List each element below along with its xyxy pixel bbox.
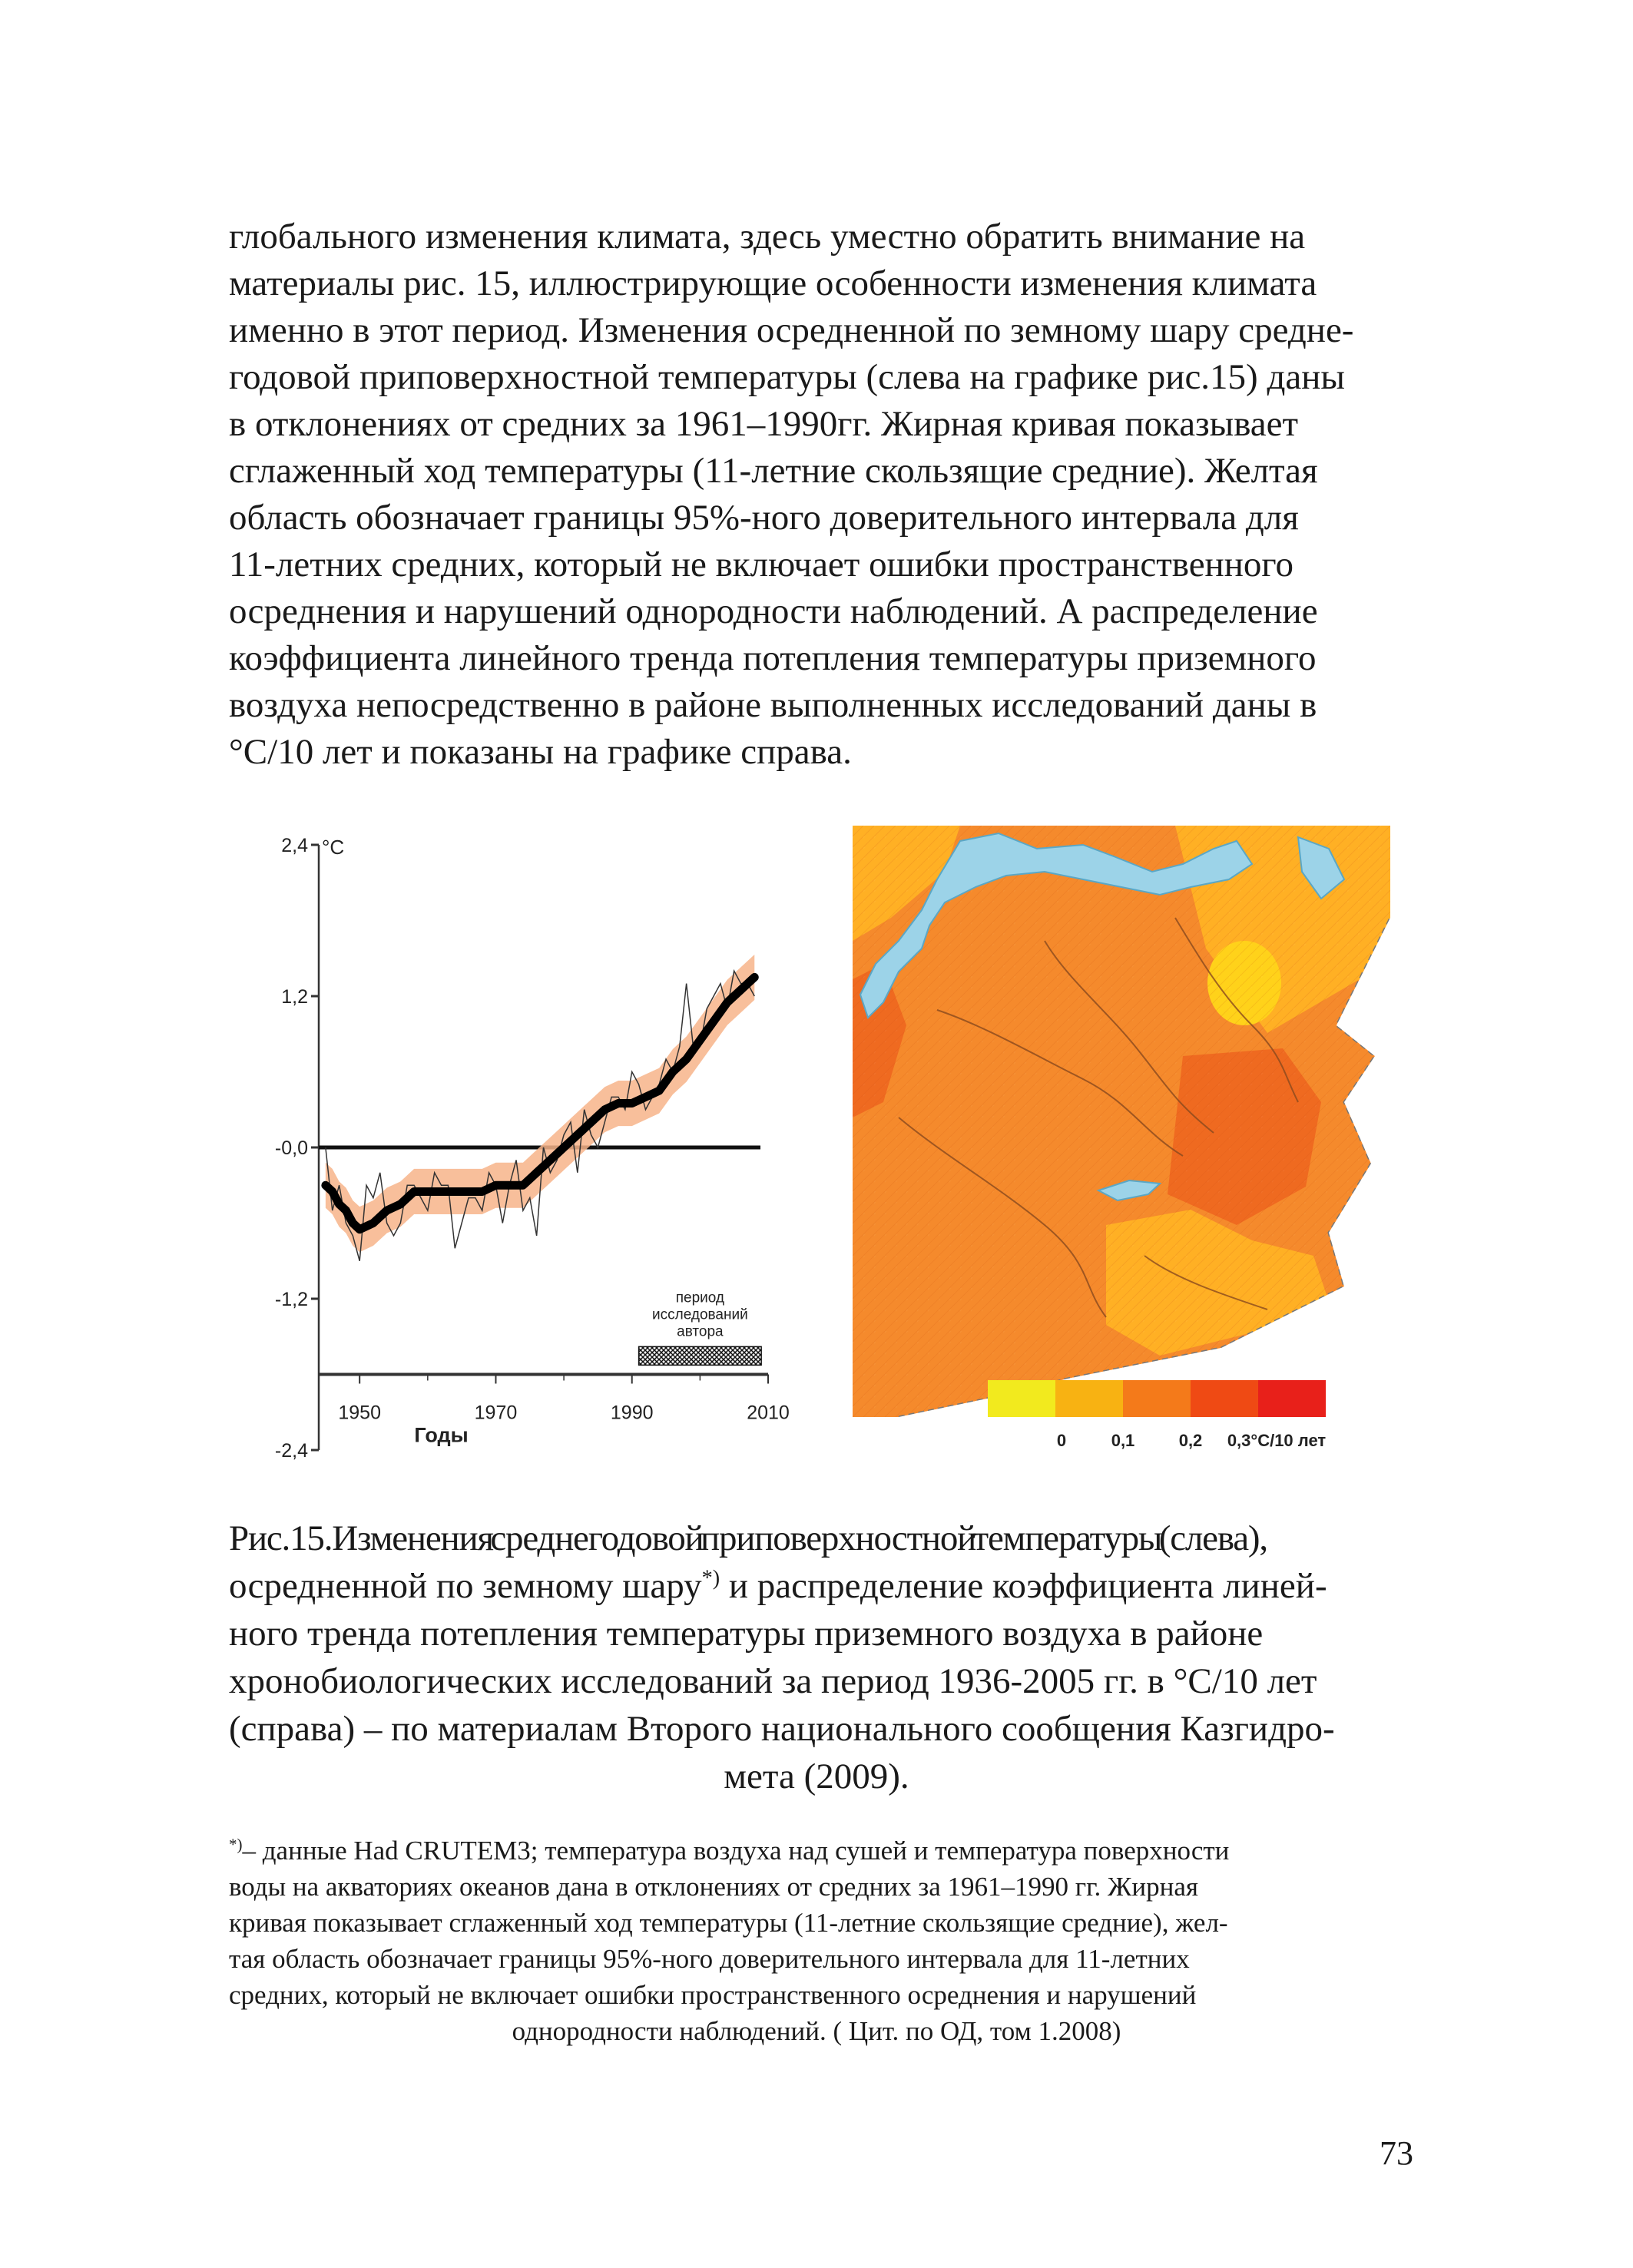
legend-label: 0,2: [1178, 1431, 1203, 1450]
footnote-line: воды на акваториях океанов дана в отклонениях от средних за 1961–1990 гг. Жирная: [229, 1872, 1198, 1902]
body-line: в отклонениях от средних за 1961–1990гг. Жирная кривая показывает: [229, 404, 1299, 444]
footnote-line: средних, который не включает ошибки пространственного осреднения и нарушений: [229, 1980, 1197, 2010]
body-line: годовой приповерхностной температуры (слева на графике рис.15) даны: [229, 357, 1345, 397]
page-number: 73: [1380, 2134, 1413, 2172]
y-tick-label: 2,4: [281, 835, 308, 856]
temperature-anomaly-chart: [230, 806, 814, 1467]
footnote-line: [229, 1833, 1404, 1869]
footnote: [229, 1833, 1404, 2049]
annotation-label: период: [675, 1290, 725, 1306]
y-tick-label: -2,4: [274, 1440, 308, 1462]
body-line: материалы рис. 15, иллюстрирующие особенности изменения климата: [229, 263, 1317, 303]
body-line: область обозначает границы 95%-ного доверительного интервала для: [229, 498, 1299, 538]
legend-swatch: [988, 1380, 1055, 1417]
y-tick-label: -0,0: [274, 1137, 308, 1159]
legend-label: 0,1: [1111, 1431, 1135, 1450]
x-axis-label: Годы: [414, 1423, 469, 1447]
caption-line: мета (2009).: [724, 1756, 909, 1796]
figure-caption: [229, 1515, 1404, 1800]
footnote-line: однородности наблюдений. ( Цит. по ОД, том 1.2008): [512, 2016, 1121, 2046]
caption-line: [229, 1562, 1404, 1610]
body-line: 11-летних средних, который не включает ошибки пространственного: [229, 545, 1293, 584]
footnote-line: тая область обозначает границы 95%-ного доверительного интервала для 11-летних: [229, 1944, 1190, 1974]
caption-line: хронобиологических исследований за период 1936-2005 гг. в °С/10 лет: [229, 1661, 1317, 1701]
caption-line: ного тренда потепления температуры приземного воздуха в районе: [229, 1614, 1264, 1654]
x-tick-label: 1990: [610, 1402, 654, 1424]
y-tick-label: 1,2: [281, 986, 308, 1008]
legend-swatch: [1055, 1380, 1123, 1417]
legend-swatch: [1123, 1380, 1191, 1417]
legend-label: 0: [1056, 1431, 1067, 1450]
legend-swatch: [1191, 1380, 1258, 1417]
footnote-line: кривая показывает сглаженный ход температуры (11-летние скользящие средние), жел-: [229, 1908, 1228, 1938]
footnote-marker: *): [229, 1835, 243, 1854]
legend-label: 0,3°С/10 лет: [1227, 1431, 1327, 1450]
x-tick-label: 1970: [474, 1402, 518, 1424]
x-tick-label: 2010: [747, 1402, 790, 1424]
chart-svg: [230, 806, 814, 1467]
map-legend: [988, 1380, 1326, 1472]
annotation-label: исследований: [652, 1306, 748, 1323]
caption-line: (справа) – по материалам Второго национального сообщения Казгидро-: [229, 1709, 1335, 1749]
caption-text: и распределение коэффициента линей-: [720, 1566, 1327, 1606]
y-axis-label: °С: [322, 836, 345, 859]
annotation-label: автора: [677, 1323, 724, 1340]
x-tick-label: 1950: [338, 1402, 381, 1424]
caption-line: Рис.15.Изменения среднегодовой приповерхностной температуры (слева),: [229, 1518, 1267, 1558]
y-tick-label: -1,2: [274, 1289, 308, 1310]
body-line: осреднения и нарушений однородности наблюдений. А распределение: [229, 591, 1318, 631]
map-svg: [853, 826, 1390, 1440]
caption-text: осредненной по земному шару: [229, 1566, 702, 1606]
body-line: глобального изменения климата, здесь уместно обратить внимание на: [229, 217, 1306, 257]
body-line: воздуха непосредственно в районе выполненных исследований даны в: [229, 685, 1317, 725]
body-line: коэффициента линейного тренда потепления температуры приземного: [229, 638, 1317, 678]
legend-color-scale: [988, 1380, 1326, 1417]
warming-trend-map: [853, 826, 1390, 1440]
research-period-bar: [639, 1346, 762, 1365]
body-paragraph: [229, 214, 1404, 776]
legend-swatch: [1258, 1380, 1326, 1417]
caption-footnote-marker: *): [701, 1566, 720, 1591]
body-line: именно в этот период. Изменения осредненной по земному шару средне-: [229, 310, 1354, 350]
body-line: °С/10 лет и показаны на графике справа.: [229, 732, 852, 772]
footnote-text: – данные Had CRUTEM3; температура воздуха над сушей и температура поверхности: [242, 1836, 1230, 1866]
body-line: сглаженный ход температуры (11-летние скользящие средние). Желтая: [229, 451, 1318, 491]
